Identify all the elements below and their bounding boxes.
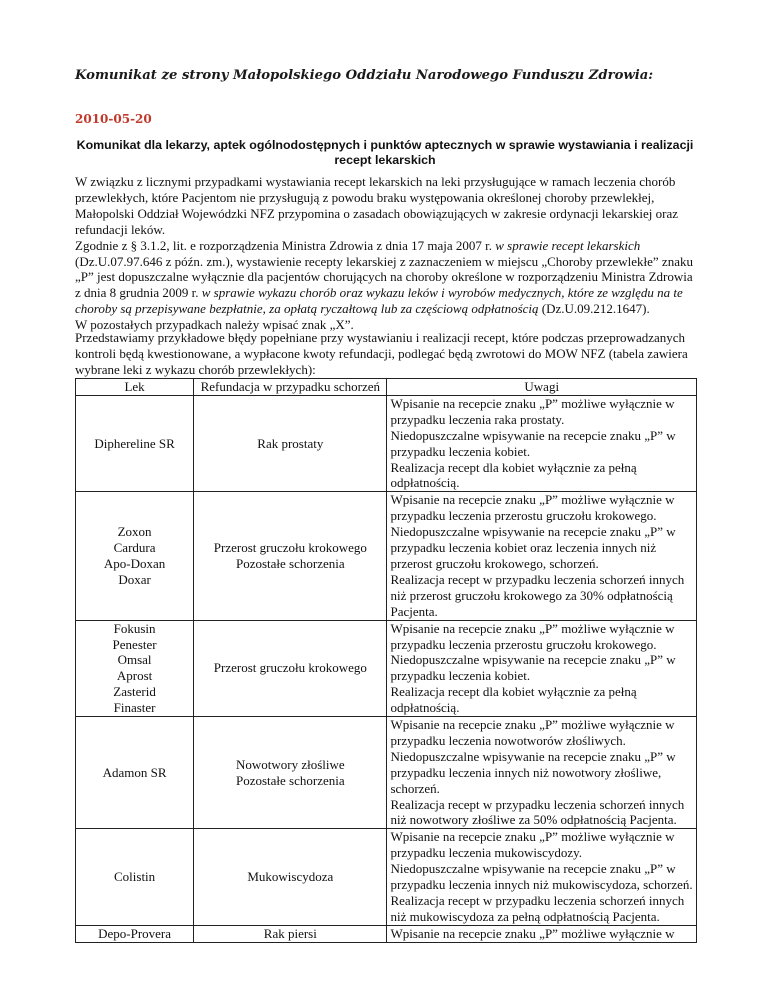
drug-cell: Diphereline SR: [76, 395, 194, 491]
refund-cell: Przerost gruczołu krokowego Pozostałe schorzenia: [194, 492, 387, 620]
notes-cell: Wpisanie na recepcie znaku „P” możliwe wyłącznie w przypadku leczenia mukowiscydozy. Niedopuszczalne wpisywanie na recepcie znaku „P” w przypadku leczenia innych niż mukowiscydoza, schorzeń. Realizacja recept w przypadku leczenia schorzeń innych niż mukowiscydoza za pełną odpłatnością Pacjenta.: [387, 829, 697, 925]
notes-cell: Wpisanie na recepcie znaku „P” możliwe wyłącznie w przypadku leczenia przerostu gruczołu krokowego. Niedopuszczalne wpisywanie na recepcie znaku „P” w przypadku leczenia kobiet oraz leczenia innych niż przerost gruczołu krokowego, schorzeń. Realizacja recept w przypadku leczenia schorzeń innych niż przerost gruczołu krokowego za 30% odpłatnością Pacjenta.: [387, 492, 697, 620]
notice-title: Komunikat dla lekarzy, aptek ogólnodostępnych i punktów aptecznych w sprawie wystawiania i realizacji recept lekarskich: [76, 138, 694, 167]
intro-text-d: (Dz.U.09.212.1647).: [541, 301, 650, 317]
table-row: [76, 492, 697, 620]
intro-text-a: W związku z licznymi przypadkami wystawiania recept lekarskich na leki przysługujące w ramach leczenia chorób przewlekłych, które Pacjentom nie przysługują z powodu braku występowania określonej choroby przewlekłej, Małopolski Oddział Wojewódzki NFZ przypomina o zasadach obowiązujących w zakresie ordynacji lekarskiej oraz refundacji leków.: [75, 174, 679, 237]
notes-cell: Wpisanie na recepcie znaku „P” możliwe wyłącznie w: [387, 925, 697, 942]
publication-date: 2010-05-20: [75, 112, 152, 126]
errors-paragraph: Przedstawiamy przykładowe błędy popełniane przy wystawianiu i realizacji recept, które podczas przeprowadzanych kontroli będą kwestionowane, a wypłacone kwoty refundacji, podlegać będą zwrotowi do MOW NFZ (tabela zawiera wybrane leki z wykazu chorób przewlekłych):: [75, 330, 688, 377]
table-row: [76, 620, 697, 716]
notes-cell: Wpisanie na recepcie znaku „P” możliwe wyłącznie w przypadku leczenia raka prostaty. Niedopuszczalne wpisywanie na recepcie znaku „P” w przypadku leczenia kobiet. Realizacja recept dla kobiet wyłącznie za pełną odpłatnością.: [387, 395, 697, 491]
refund-cell: Przerost gruczołu krokowego: [194, 620, 387, 716]
notes-cell: Wpisanie na recepcie znaku „P” możliwe wyłącznie w przypadku leczenia przerostu gruczołu krokowego. Niedopuszczalne wpisywanie na recepcie znaku „P” w przypadku leczenia kobiet. Realizacja recept dla kobiet wyłącznie za pełną odpłatnością.: [387, 620, 697, 716]
table-row: [76, 395, 697, 491]
notes-cell: Wpisanie na recepcie znaku „P” możliwe wyłącznie w przypadku leczenia nowotworów złośliwych. Niedopuszczalne wpisywanie na recepcie znaku „P” w przypadku leczenia innych niż nowotwory złośliwe, schorzeń. Realizacja recept w przypadku leczenia schorzeń innych niż nowotwory złośliwe za 50% odpłatnością Pacjenta.: [387, 717, 697, 829]
intro-text-e: W pozostałych przypadkach należy wpisać znak „X”.: [75, 317, 354, 333]
drug-cell: Zoxon Cardura Apo-Doxan Doxar: [76, 492, 194, 620]
document-title: Komunikat ze strony Małopolskiego Oddziału Narodowego Funduszu Zdrowia:: [75, 68, 654, 83]
intro-text-b: Zgodnie z § 3.1.2, lit. e rozporządzenia Ministra Zdrowia z dnia 17 maja 2007 r.: [75, 237, 492, 253]
table-row: [76, 925, 697, 942]
drug-cell: Colistin: [76, 829, 194, 925]
intro-text-b-italic: w sprawie recept lekarskich: [495, 237, 641, 253]
intro-text-c: (Dz.U.07.97.646 z późn. zm.), wystawienie recepty lekarskiej z zaznaczeniem w miejscu „Choroby przewlekłe” znaku „P” jest dopuszczalne wyłącznie dla pacjentów chorujących na choroby określone w rozporządzeniu Ministra Zdrowia z dnia 8 grudnia 2009 r.: [75, 253, 693, 301]
table-row: [76, 717, 697, 829]
refund-cell: Rak piersi: [194, 925, 387, 942]
header-refund: Refundacja w przypadku schorzeń: [194, 379, 387, 396]
header-notes: Uwagi: [387, 379, 697, 396]
drug-cell: Depo-Provera: [76, 925, 194, 942]
intro-paragraph: [75, 174, 697, 333]
drug-cell: Adamon SR: [76, 717, 194, 829]
drugs-table: [75, 378, 697, 943]
header-drug: Lek: [76, 379, 194, 396]
refund-cell: Mukowiscydoza: [194, 829, 387, 925]
refund-cell: Nowotwory złośliwe Pozostałe schorzenia: [194, 717, 387, 829]
intro-text-c-italic: w sprawie wykazu chorób oraz wykazu leków i wyrobów medycznych, które ze względu na te choroby są przepisywane bezpłatnie, za opłatą ryczałtową lub za częściową odpłatnością: [75, 285, 683, 317]
table-row: [76, 829, 697, 925]
refund-cell: Rak prostaty: [194, 395, 387, 491]
table-header-row: [76, 379, 697, 396]
drug-cell: Fokusin Penester Omsal Aprost Zasterid Finaster: [76, 620, 194, 716]
